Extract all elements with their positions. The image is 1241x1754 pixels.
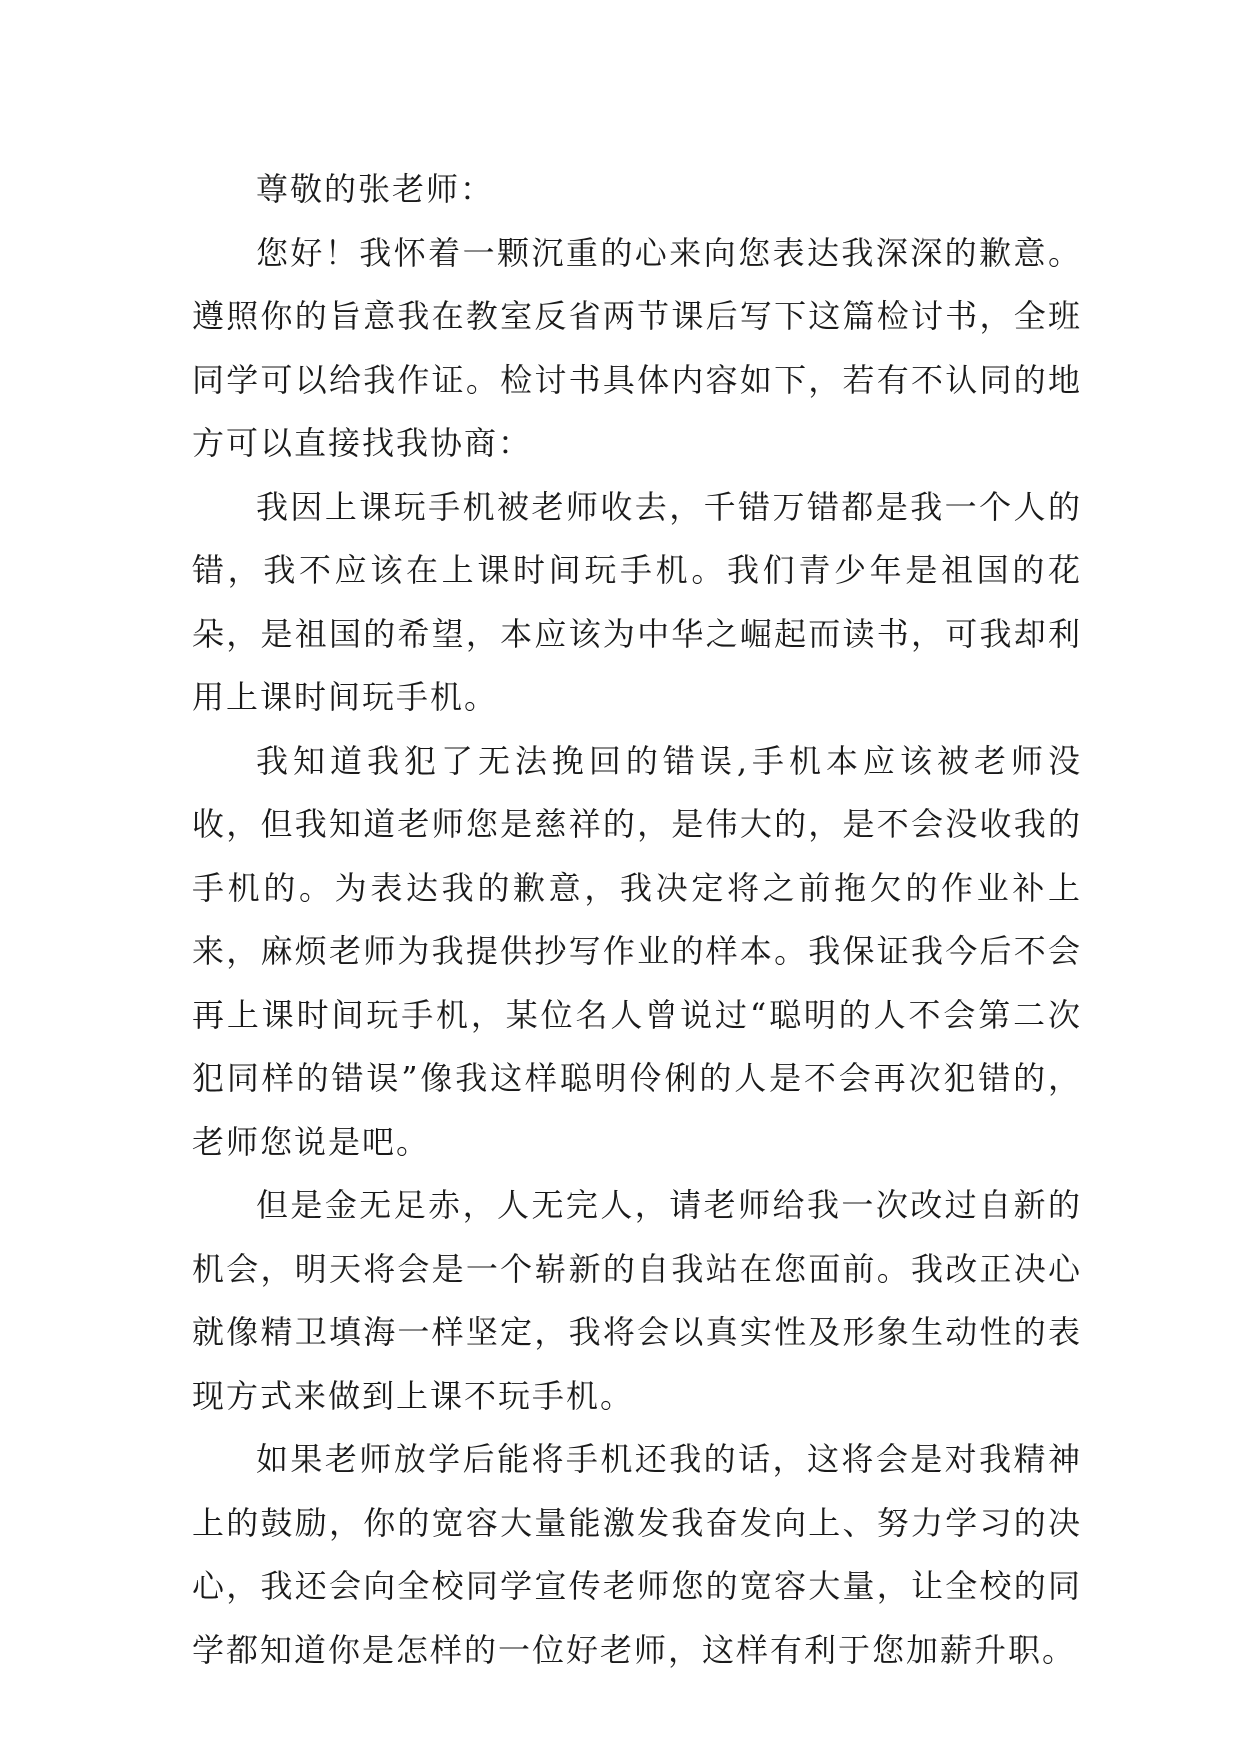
salutation: 尊敬的张老师：	[256, 170, 495, 208]
paragraph-greeting: 您好！我怀着一颗沉重的心来向您表达我深深的歉意。遵照你的旨意我在教室反省两节课后写下这篇检讨书，全班同学可以给我作证。检讨书具体内容如下，若有不认同的地方可以直接找我协商：	[192, 233, 1082, 462]
letter-body	[192, 158, 1082, 1682]
paragraph-promise: 我知道我犯了无法挽回的错误,手机本应该被老师没收，但我知道老师您是慈祥的，是伟大的，是不会没收我的手机的。为表达我的歉意，我决定将之前拖欠的作业补上来，麻烦老师为我提供抄写作业的样本。我保证我今后不会再上课时间玩手机，某位名人曾说过“聪明的人不会第二次犯同样的错误”像我这样聪明伶俐的人是不会再次犯错的，老师您说是吧。	[192, 741, 1082, 1161]
paragraph-request: 但是金无足赤，人无完人，请老师给我一次改过自新的机会，明天将会是一个崭新的自我站在您面前。我改正决心就像精卫填海一样坚定，我将会以真实性及形象生动性的表现方式来做到上课不玩手机。	[192, 1186, 1082, 1415]
paragraph-closing: 如果老师放学后能将手机还我的话，这将会是对我精神上的鼓励，你的宽容大量能激发我奋发向上、努力学习的决心，我还会向全校同学宣传老师您的宽容大量，让全校的同学都知道你是怎样的一位好老师，这样有利于您加薪升职。	[192, 1440, 1082, 1669]
paragraph-confession: 我因上课玩手机被老师收去，千错万错都是我一个人的错，我不应该在上课时间玩手机。我们青少年是祖国的花朵，是祖国的希望，本应该为中华之崛起而读书，可我却利用上课时间玩手机。	[192, 487, 1082, 716]
